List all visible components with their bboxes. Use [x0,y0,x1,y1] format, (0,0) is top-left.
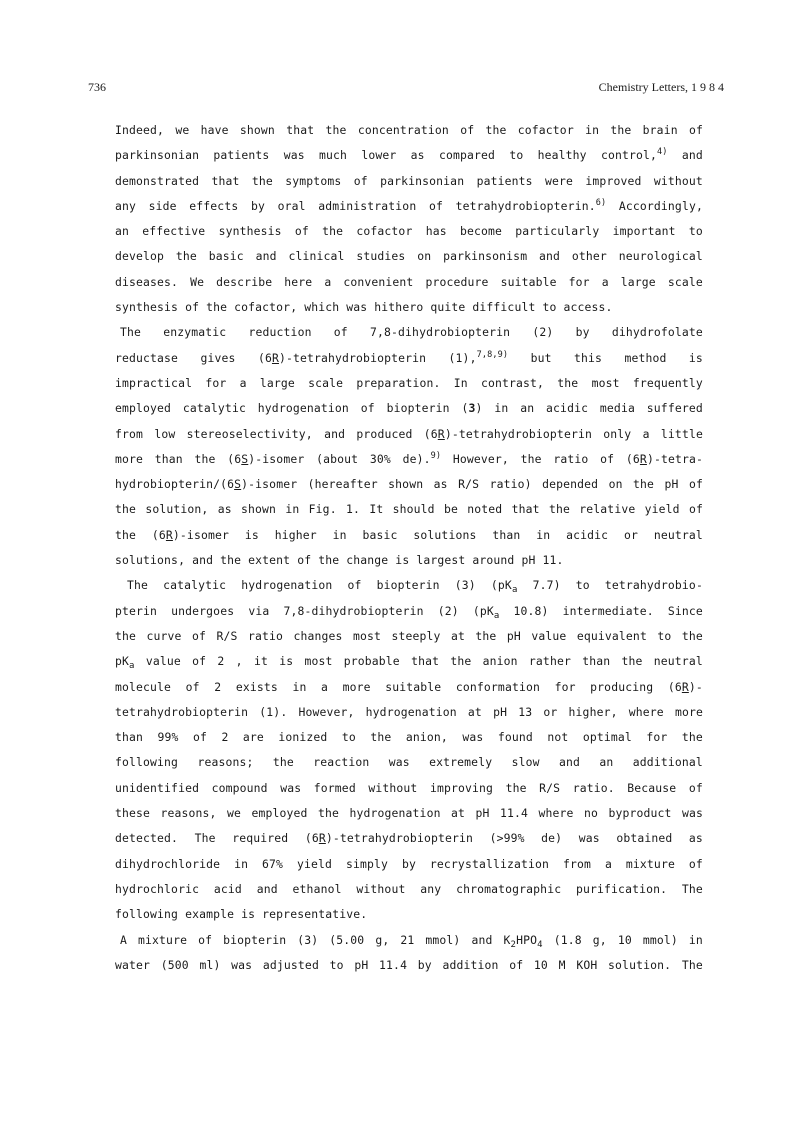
journal-title: Chemistry Letters, 1 9 8 4 [598,80,724,94]
paragraph-3: The catalytic hydrogenation of biopterin (3) ($pK_a$ 7.7) to tetrahydrobio- pterin undergoes via 7,8-dihydrobiopterin (2) ($pK_a$ 10.8) intermediate. Since the curve of R/S ratio changes most steeply at the pH value equivalent to the $pK_a$ value of 2 , it is most probable that the anion rather than the neutral molecule of 2 exists in a more suitable conformation for producing (6R)- tetrahydrobiopterin (1). However, hydrogenation at pH 13 or higher, where more than 99% of 2 are ionized to the anion, was found not optimal for the following reasons; the reaction was extremely slow and an additional unidentified compound was formed without improving the R/S ratio. Because of these reasons, we employed the hydrogenation at pH 11.4 where no byproduct was detected. The required (6R)-tetrahydrobiopterin (>99% de) was obtained as dihydrochloride in 67% yield simply by recrystallization from a mixture of hydrochloric acid and ethanol without any chromatographic purification. The following example is representative. [115,578,703,922]
paragraph-2: The enzymatic reduction of 7,8-dihydrobiopterin (2) by dihydrofolate reductase gives (6R)-tetrahydrobiopterin (1),$^{7,8,9)}$ but this method is impractical for a large scale preparation. In contrast, the most frequently employed catalytic hydrogenation of biopterin (3) in an acidic media suffered from low stereoselectivity, and produced (6R)-tetrahydrobiopterin only a little more than the (6S)-isomer (about 30% de).$^{9)}$ However, the ratio of (6R)-tetra- hydrobiopterin/(6S)-isomer (hereafter shown as R/S ratio) depended on the pH of the solution, as shown in Fig. 1. It should be noted that the relative yield of the (6R)-isomer is higher in basic solutions than in acidic or neutral solutions, and the extent of the change is largest around pH 11. [115,325,703,568]
body-text [115,118,703,978]
page-number: 736 [88,80,106,94]
paragraph-4: A mixture of biopterin (3) (5.00 g, 21 mmol) and $K_2HPO_4$ (1.8 g, 10 mmol) in water (500 ml) was adjusted to pH 11.4 by addition of 10 M KOH solution. The [115,932,703,972]
paragraph-1: Indeed, we have shown that the concentration of the cofactor in the brain of parkinsonian patients was much lower as compared to healthy control,$^{4)}$ and demonstrated that the symptoms of parkinsonian patients were improved without any side effects by oral administration of tetrahydrobiopterin.$^{6)}$ Accordingly, an effective synthesis of the cofactor has become particularly important to develop the basic and clinical studies on parkinsonism and other neurological diseases. We describe here a convenient procedure suitable for a large scale synthesis of the cofactor, which was hithero quite difficult to access. [115,123,703,315]
